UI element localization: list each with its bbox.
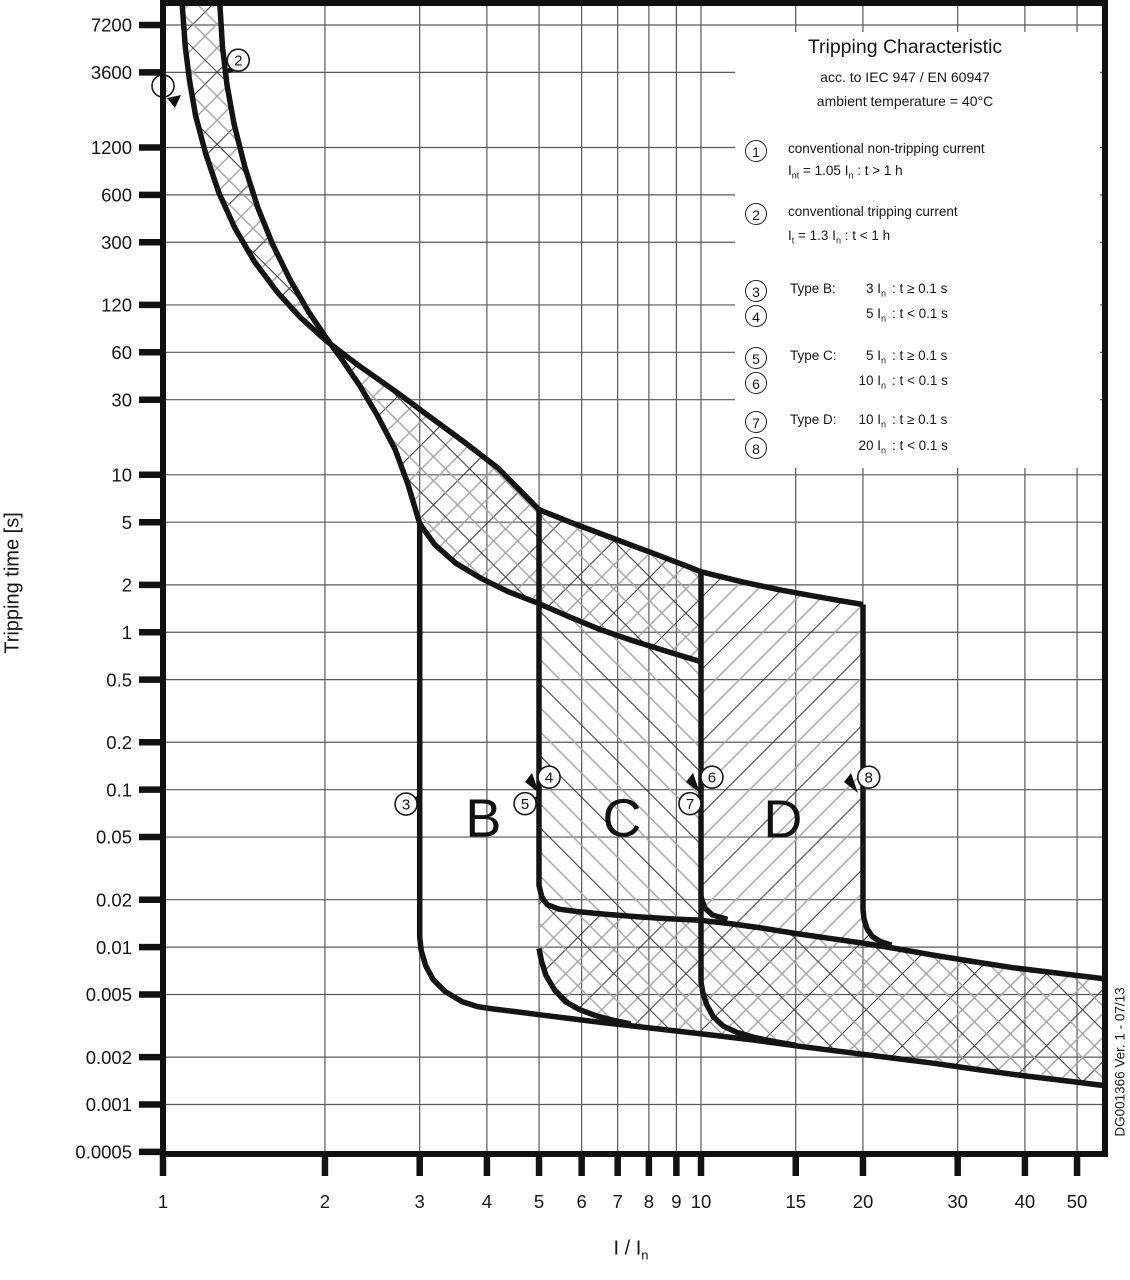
y-tick-label-10: 10 [111, 464, 132, 486]
curve-marker-7 [679, 793, 701, 815]
legend [720, 0, 1105, 480]
x-tick-label-15: 15 [785, 1191, 807, 1212]
subscript: nt [791, 170, 800, 181]
legend-type-label-7: Type D: [790, 412, 837, 427]
legend-type-row-5 [824, 348, 947, 366]
legend-subtitle-temperature: ambient temperature = 40°C [816, 93, 994, 109]
x-tick-label-8: 8 [643, 1191, 655, 1212]
x-tick-label-9: 9 [671, 1191, 682, 1212]
y-tick-label-0.2: 0.2 [106, 731, 132, 753]
y-tick-label-1200: 1200 [90, 137, 132, 159]
curve-marker-number-1: 1 [158, 78, 168, 96]
legend-type-row-8 [824, 438, 948, 456]
legend-number-4: 4 [745, 305, 767, 327]
x-tick-label-6: 6 [576, 1191, 587, 1212]
subscript: n [880, 288, 886, 299]
x-tick-label-5: 5 [533, 1191, 545, 1212]
legend-subtitle-standard: acc. to IEC 947 / EN 60947 [820, 69, 990, 85]
y-tick-label-0.01: 0.01 [95, 936, 132, 958]
curve-marker-number-8: 8 [864, 769, 873, 787]
x-tick-label-50: 50 [1066, 1191, 1088, 1212]
legend-item-1-formula: $I_{nt} = 1.05$ $I_n$ : t > 1 h [788, 163, 903, 181]
y-tick-label-600: 600 [101, 184, 132, 206]
curve-marker-8 [858, 766, 880, 788]
x-tick-label-1: 1 [157, 1191, 169, 1212]
document-reference-note: DG001366 Ver. 1 - 07/13 [1112, 987, 1128, 1137]
y-tick-label-60: 60 [111, 341, 132, 363]
curve-marker-number-4: 4 [544, 769, 554, 787]
legend-row-current: 3 $I_n$ [865, 281, 886, 299]
y-tick-label-3600: 3600 [90, 62, 132, 84]
subscript: n [835, 235, 841, 246]
region-label-D: D [763, 789, 803, 850]
legend-number-5: 5 [745, 347, 767, 369]
legend-row-current: 5 $I_n$ [865, 306, 886, 324]
legend-row-current: 10 $I_n$ [858, 412, 886, 430]
y-tick-label-0.05: 0.05 [95, 826, 132, 848]
legend-number-3: 3 [745, 280, 767, 302]
x-tick-label-20: 20 [852, 1191, 874, 1212]
region-label-C: C [602, 788, 642, 849]
x-tick-label-3: 3 [414, 1191, 425, 1212]
legend-row-current: 10 $I_n$ [858, 373, 886, 391]
region-label-B: B [465, 788, 502, 849]
y-tick-label-0.0005: 0.0005 [75, 1141, 132, 1163]
x-tick-label-2: 2 [319, 1191, 331, 1212]
legend-type-label-5: Type C: [790, 348, 837, 363]
legend-type-row-3 [824, 281, 947, 299]
y-tick-label-0.002: 0.002 [85, 1046, 132, 1068]
y-tick-label-0.005: 0.005 [85, 984, 132, 1006]
legend-item-2-text: conventional tripping current [788, 204, 958, 219]
curve-marker-number-6: 6 [707, 769, 717, 787]
legend-title: Tripping Characteristic [807, 36, 1003, 58]
y-tick-label-120: 120 [101, 294, 132, 316]
legend-number-1: 1 [745, 140, 767, 162]
legend-number-6: 6 [745, 372, 767, 394]
y-tick-label-7200: 7200 [90, 14, 132, 36]
legend-row-condition: : t ≥ 0.1 s [892, 412, 948, 427]
legend-number-2: 2 [745, 203, 767, 225]
curve-marker-number-3: 3 [401, 796, 411, 814]
legend-type-row-7 [824, 412, 947, 430]
legend-type-row-6 [824, 373, 948, 391]
curve-marker-number-2: 2 [234, 52, 243, 70]
subscript: n [848, 170, 854, 181]
curve-marker-number-5: 5 [520, 796, 530, 814]
subscript: n [880, 380, 886, 391]
subscript: n [880, 313, 886, 324]
legend-number-8: 8 [745, 437, 767, 459]
x-axis-title-main: I / I [613, 1237, 642, 1260]
legend-number-7: 7 [745, 411, 767, 433]
curve-marker-3 [395, 793, 417, 815]
y-tick-label-5: 5 [121, 511, 132, 533]
legend-row-condition: : t < 0.1 s [892, 373, 948, 388]
curve-marker-6 [701, 766, 723, 788]
legend-row-condition: : t ≥ 0.1 s [892, 281, 948, 296]
curve-marker-2 [227, 49, 249, 71]
y-tick-label-2: 2 [121, 574, 132, 596]
curve-marker-4 [538, 766, 560, 788]
x-tick-label-7: 7 [612, 1191, 623, 1212]
y-tick-label-0.5: 0.5 [106, 669, 132, 691]
x-tick-label-40: 40 [1014, 1191, 1036, 1212]
x-axis-title-sub: n [641, 1247, 649, 1263]
y-tick-label-1: 1 [121, 621, 132, 643]
legend-row-condition: : t < 0.1 s [892, 306, 948, 321]
legend-row-current: 20 $I_n$ [858, 438, 886, 456]
x-axis-title [613, 1238, 648, 1263]
subscript: n [880, 419, 886, 430]
legend-type-label-3: Type B: [790, 281, 836, 296]
legend-item-2-formula: $I_t = 1.3$ $I_n$ : t < 1 h [788, 228, 891, 246]
curve-marker-number-7: 7 [685, 796, 695, 814]
x-tick-label-4: 4 [481, 1191, 493, 1212]
y-tick-label-300: 300 [101, 231, 132, 253]
y-axis-title: Tripping time [s] [1, 512, 24, 654]
y-tick-label-30: 30 [111, 389, 132, 411]
x-tick-label-30: 30 [947, 1191, 968, 1212]
legend-row-current: 5 $I_n$ [865, 348, 886, 366]
x-tick-label-10: 10 [690, 1191, 712, 1212]
y-tick-label-0.001: 0.001 [85, 1094, 132, 1116]
legend-item-1-text: conventional non-tripping current [788, 141, 985, 156]
curve-marker-5 [514, 793, 536, 815]
y-tick-label-0.1: 0.1 [106, 779, 132, 801]
legend-type-row-4 [824, 306, 948, 324]
y-tick-label-0.02: 0.02 [95, 889, 132, 911]
subscript: n [880, 355, 886, 366]
legend-row-condition: : t ≥ 0.1 s [892, 348, 948, 363]
legend-row-condition: : t < 0.1 s [892, 438, 948, 453]
subscript: n [880, 445, 886, 456]
subscript: t [791, 235, 795, 246]
